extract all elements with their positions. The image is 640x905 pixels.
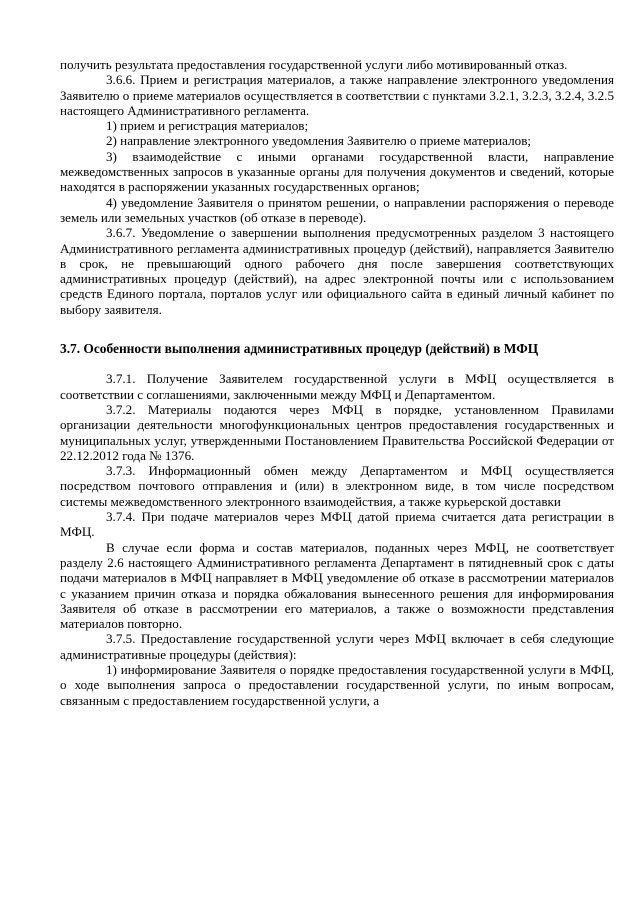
paragraph-refusal-case: В случае если форма и состав материалов, поданных через МФЦ, не соответствует разделу 2.6 настоящего Административного регламента Департамент в пятидневный срок с даты подачи материалов в МФЦ направляет в МФЦ уведомление об отказе в рассмотрении материалов с указанием причин отказа и порядка обжалования вынесенного решения для информирования Заявителя об отказе в рассмотрении его материалов, а также о возможности представления материалов повторно. [60, 539, 614, 632]
section-3-7-body [60, 371, 614, 708]
list-item-informing-applicant: 1) информирование Заявителя о порядке предоставления государственной услуги в МФЦ, о ходе выполнения запроса о предоставлении государственной услуги, по иным вопросам, связанным с предоставлением государственной услуги, а [60, 661, 614, 708]
paragraph-3-7-4: 3.7.4. При подаче материалов через МФЦ датой приема считается дата регистрации в МФЦ. [60, 509, 614, 540]
paragraph-3-7-5: 3.7.5. Предоставление государственной услуги через МФЦ включает в себя следующие административные процедуры (действия): [60, 631, 614, 662]
paragraph-refusal-result: получить результата предоставления государственной услуги либо мотивированный отказ. [60, 57, 568, 72]
paragraph-3-7-3: 3.7.3. Информационный обмен между Департаментом и МФЦ осуществляется посредством почтового отправления и (или) в электронном виде, в том числе посредством системы межведомственного электронного взаимодействия, а также курьерской доставки [60, 463, 614, 509]
list-item-electronic-notice: 2) направление электронного уведомления Заявителю о приеме материалов; [106, 133, 532, 149]
paragraph-3-6-6: 3.6.6. Прием и регистрация материалов, а также направление электронного уведомления Заявителю о приеме материалов осуществляется в соответствии с пунктами 3.2.1, 3.2.3, 3.2.4, 3.2.5 настоящего Административного регламента. [60, 72, 614, 118]
paragraph-3-6-7: 3.6.7. Уведомление о завершении выполнения предусмотренных разделом 3 настоящего Административного регламента административных процедур (действий), направляется Заявителю в срок, не превышающий одного рабочего дня после завершения соответствующих административных процедур (действий), на адрес электронной почты или с использованием средств Единого портала, порталов услуг или официального сайта в единый личный кабинет по выбору заявителя. [60, 225, 614, 317]
list-item-interaction-authorities: 3) взаимодействие с иными органами государственной власти, направление межведомственных запросов в указанные органы для получения документов и сведений, которые находятся в распоряжении указанных государственных органов; [60, 148, 614, 195]
paragraph-3-7-2: 3.7.2. Материалы подаются через МФЦ в порядке, установленном Правилами организации деятельности многофункциональных центров предоставления государственных и муниципальных услуг, утвержденными Постановлением Правительства Российской Федерации от 22.12.2012 года № 1376. [60, 401, 614, 463]
list-item-decision-notice: 4) уведомление Заявителя о принятом решении, о направлении распоряжения о переводе земель или земельных участков (об отказе в переводе). [60, 194, 614, 225]
paragraph-3-7-1: 3.7.1. Получение Заявителем государственной услуги в МФЦ осуществляется в соответствии с соглашениями, заключенными между МФЦ и Департаментом. [60, 371, 614, 402]
section-heading-3-7: 3.7. Особенности выполнения административных процедур (действий) в МФЦ [60, 341, 539, 357]
section-3-6-continuation [60, 57, 614, 317]
list-item-reception-registration: 1) прием и регистрация материалов; [106, 118, 309, 134]
